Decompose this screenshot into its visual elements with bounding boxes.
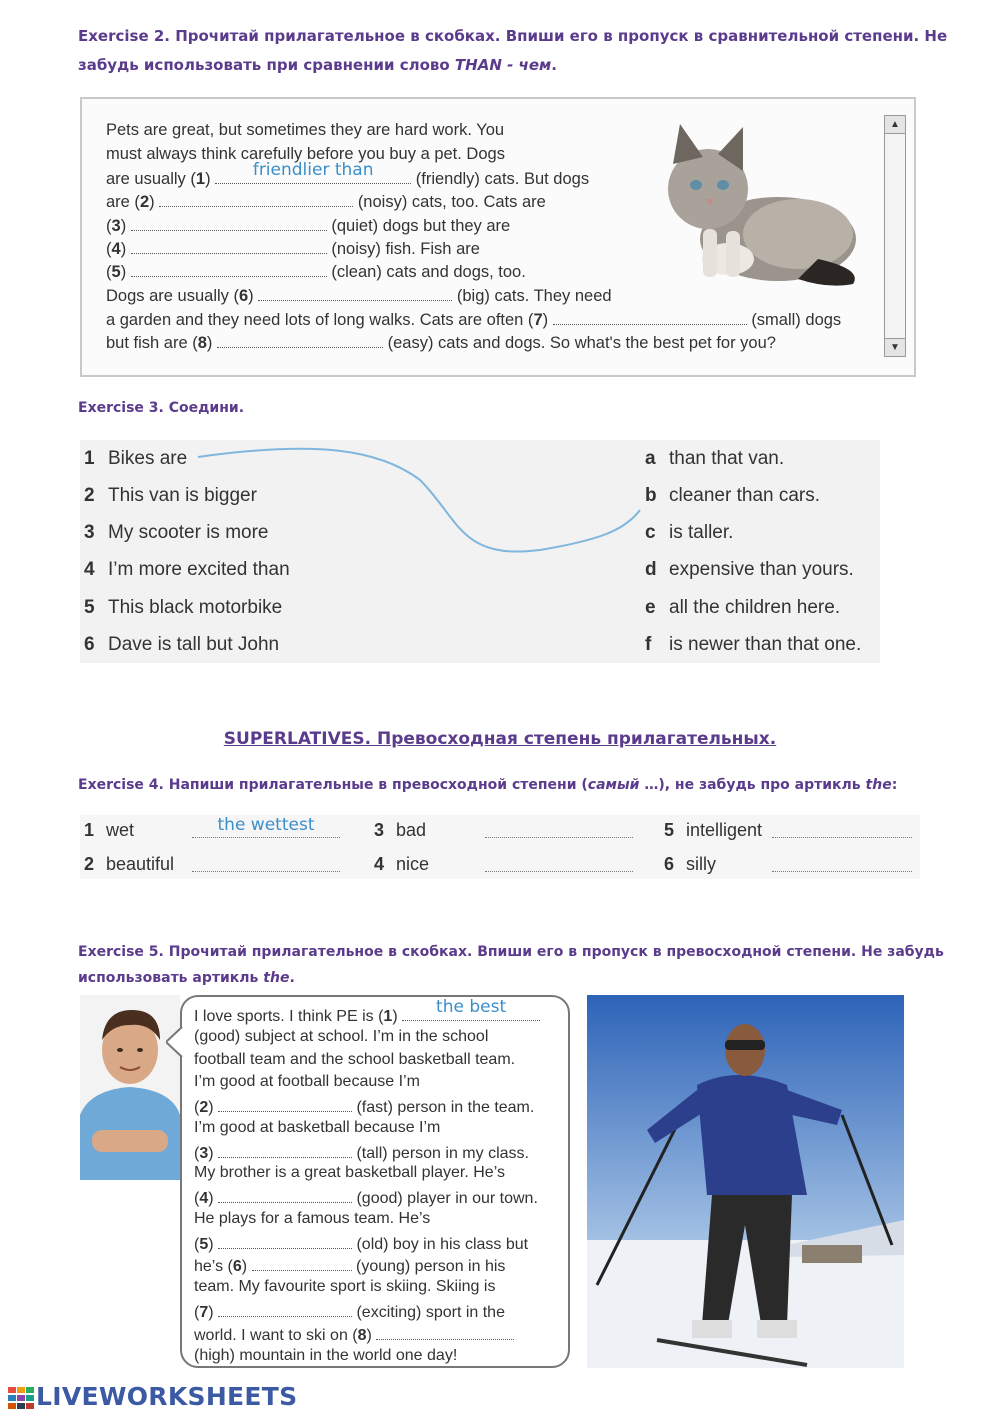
answer-field-s4[interactable] bbox=[218, 1185, 352, 1203]
left-item-2[interactable]: 2 This van is bigger bbox=[84, 485, 257, 506]
answer-field-s1[interactable] bbox=[402, 997, 540, 1021]
text-line: (good) subject at school. I’m in the school bbox=[194, 1028, 489, 1045]
exercise-3-heading: Exercise 3. Соедини. bbox=[78, 400, 245, 416]
word-item-4: 4 nice bbox=[374, 854, 430, 874]
text-line: world. I want to ski on (8) bbox=[194, 1322, 514, 1347]
left-item-5[interactable]: 5 This black motorbike bbox=[84, 597, 283, 618]
answer-field-w1[interactable] bbox=[192, 815, 340, 838]
answer-field-8[interactable] bbox=[217, 330, 383, 348]
scroll-up-arrow-icon[interactable]: ▲ bbox=[885, 116, 905, 134]
exercise-2-text-box bbox=[80, 97, 916, 377]
right-item-e[interactable]: e all the children here. bbox=[645, 597, 841, 618]
answer-field-s7[interactable] bbox=[218, 1299, 352, 1317]
word-item-3: 3 bad bbox=[374, 820, 427, 840]
text-line: (3) (tall) person in my class. bbox=[194, 1140, 529, 1165]
liveworksheets-logo: LIVEWORKSHEETS bbox=[8, 1382, 297, 1411]
than-word: THAN - чем bbox=[454, 56, 552, 74]
cat-image bbox=[648, 119, 868, 289]
answer-field-3[interactable] bbox=[131, 213, 327, 231]
text-line: (4) (noisy) fish. Fish are bbox=[106, 236, 480, 260]
superlatives-title: SUPERLATIVES. Превосходная степень прилагательных. bbox=[223, 729, 777, 749]
answer-field-2[interactable] bbox=[159, 189, 353, 207]
text-line: are usually (1) friendlier than (friendly) cats. But dogs bbox=[106, 160, 590, 188]
text-line: must always think carefully before you buy a pet. Dogs bbox=[106, 145, 505, 163]
text-line: (high) mountain in the world one day! bbox=[194, 1347, 458, 1364]
text-line: I love sports. I think PE is (1) the best bbox=[194, 1003, 540, 1028]
text-line: He plays for a famous team. He’s bbox=[194, 1210, 431, 1227]
answer-field-w2[interactable] bbox=[192, 854, 340, 872]
text-line: My brother is a great basketball player. He’s bbox=[194, 1164, 505, 1181]
text-line: (2) (fast) person in the team. bbox=[194, 1094, 534, 1119]
answer-field-w4[interactable] bbox=[485, 854, 633, 872]
text-line: Pets are great, but sometimes they are hard work. You bbox=[106, 121, 505, 139]
bubble-tail bbox=[166, 1027, 186, 1057]
exercise-4-words bbox=[80, 815, 920, 879]
answer-field-7[interactable] bbox=[553, 307, 747, 325]
speech-bubble bbox=[180, 995, 570, 1368]
answer-w1-text: the wettest bbox=[217, 815, 315, 835]
text-line: Dogs are usually (6) (big) cats. They need bbox=[106, 283, 612, 307]
text-line: football team and the school basketball team. bbox=[194, 1051, 516, 1068]
text-line: (3) (quiet) dogs but they are bbox=[106, 213, 510, 237]
right-item-a[interactable]: a than that van. bbox=[645, 448, 785, 469]
exercise-5-heading: Exercise 5. Прочитай прилагательное в скобках. Впиши его в пропуск в превосходной степени. Не забудь использовать артикль the. bbox=[78, 944, 944, 986]
right-item-f[interactable]: f is newer than that one. bbox=[645, 634, 862, 655]
answer-field-4[interactable] bbox=[131, 236, 327, 254]
answer-field-s8[interactable] bbox=[376, 1322, 514, 1340]
scrollbar[interactable] bbox=[884, 115, 906, 357]
liveworksheets-icon bbox=[8, 1387, 34, 1409]
exercise-2-heading: Exercise 2. Прочитай прилагательное в скобках. Впиши его в пропуск в сравнительной степени. Не забудь использовать при сравнении слово THAN - чем. bbox=[78, 27, 948, 74]
right-item-c[interactable]: c is taller. bbox=[645, 522, 734, 543]
exercise-3-matching bbox=[80, 440, 880, 663]
scroll-down-arrow-icon[interactable]: ▼ bbox=[885, 338, 905, 356]
answer-field-s2[interactable] bbox=[218, 1094, 352, 1112]
right-item-d[interactable]: d expensive than yours. bbox=[645, 559, 854, 580]
right-item-b[interactable]: b cleaner than cars. bbox=[645, 485, 821, 506]
text-line: I’m good at football because I’m bbox=[194, 1073, 420, 1090]
answer-1-text: friendlier than bbox=[252, 160, 374, 180]
word-item-1: 1 wet bbox=[84, 820, 135, 840]
answer-field-5[interactable] bbox=[131, 259, 327, 277]
answer-field-w6[interactable] bbox=[772, 854, 912, 872]
text-line: team. My favourite sport is skiing. Skiing is bbox=[194, 1278, 496, 1295]
answer-field-6[interactable] bbox=[258, 283, 452, 301]
word-item-6: 6 silly bbox=[664, 854, 716, 874]
text-line: but fish are (8) (easy) cats and dogs. So what's the best pet for you? bbox=[106, 330, 776, 354]
text-line: (7) (exciting) sport in the bbox=[194, 1299, 505, 1324]
left-item-3[interactable]: 3 My scooter is more bbox=[84, 522, 269, 543]
left-item-4[interactable]: 4 I’m more excited than bbox=[84, 559, 290, 580]
text-line: (5) (old) boy in his class but bbox=[194, 1231, 528, 1256]
text-line: he’s (6) (young) person in his bbox=[194, 1253, 505, 1278]
match-line[interactable] bbox=[80, 440, 880, 663]
word-item-5: 5 intelligent bbox=[664, 820, 763, 840]
text-line: are (2) (noisy) cats, too. Cats are bbox=[106, 189, 546, 213]
left-item-1[interactable]: 1 Bikes are bbox=[84, 448, 188, 469]
text-line: (4) (good) player in our town. bbox=[194, 1185, 538, 1210]
answer-field-w5[interactable] bbox=[772, 820, 912, 838]
text-line: a garden and they need lots of long walks. Cats are often (7) (small) dogs bbox=[106, 307, 841, 331]
answer-field-s5[interactable] bbox=[218, 1231, 352, 1249]
answer-s1-text: the best bbox=[436, 997, 507, 1017]
text-line: I’m good at basketball because I’m bbox=[194, 1119, 441, 1136]
skier-image bbox=[587, 995, 904, 1368]
word-item-2: 2 beautiful bbox=[84, 854, 175, 874]
answer-field-s3[interactable] bbox=[218, 1140, 352, 1158]
answer-field-1[interactable] bbox=[215, 160, 411, 184]
answer-field-w3[interactable] bbox=[485, 820, 633, 838]
left-item-6[interactable]: 6 Dave is tall but John bbox=[84, 634, 280, 655]
answer-field-s6[interactable] bbox=[252, 1253, 352, 1271]
text-line: (5) (clean) cats and dogs, too. bbox=[106, 259, 526, 283]
boy-image bbox=[80, 995, 180, 1180]
exercise-4-heading: Exercise 4. Напиши прилагательные в превосходной степени (самый …), не забудь про артикль the: bbox=[78, 777, 898, 793]
